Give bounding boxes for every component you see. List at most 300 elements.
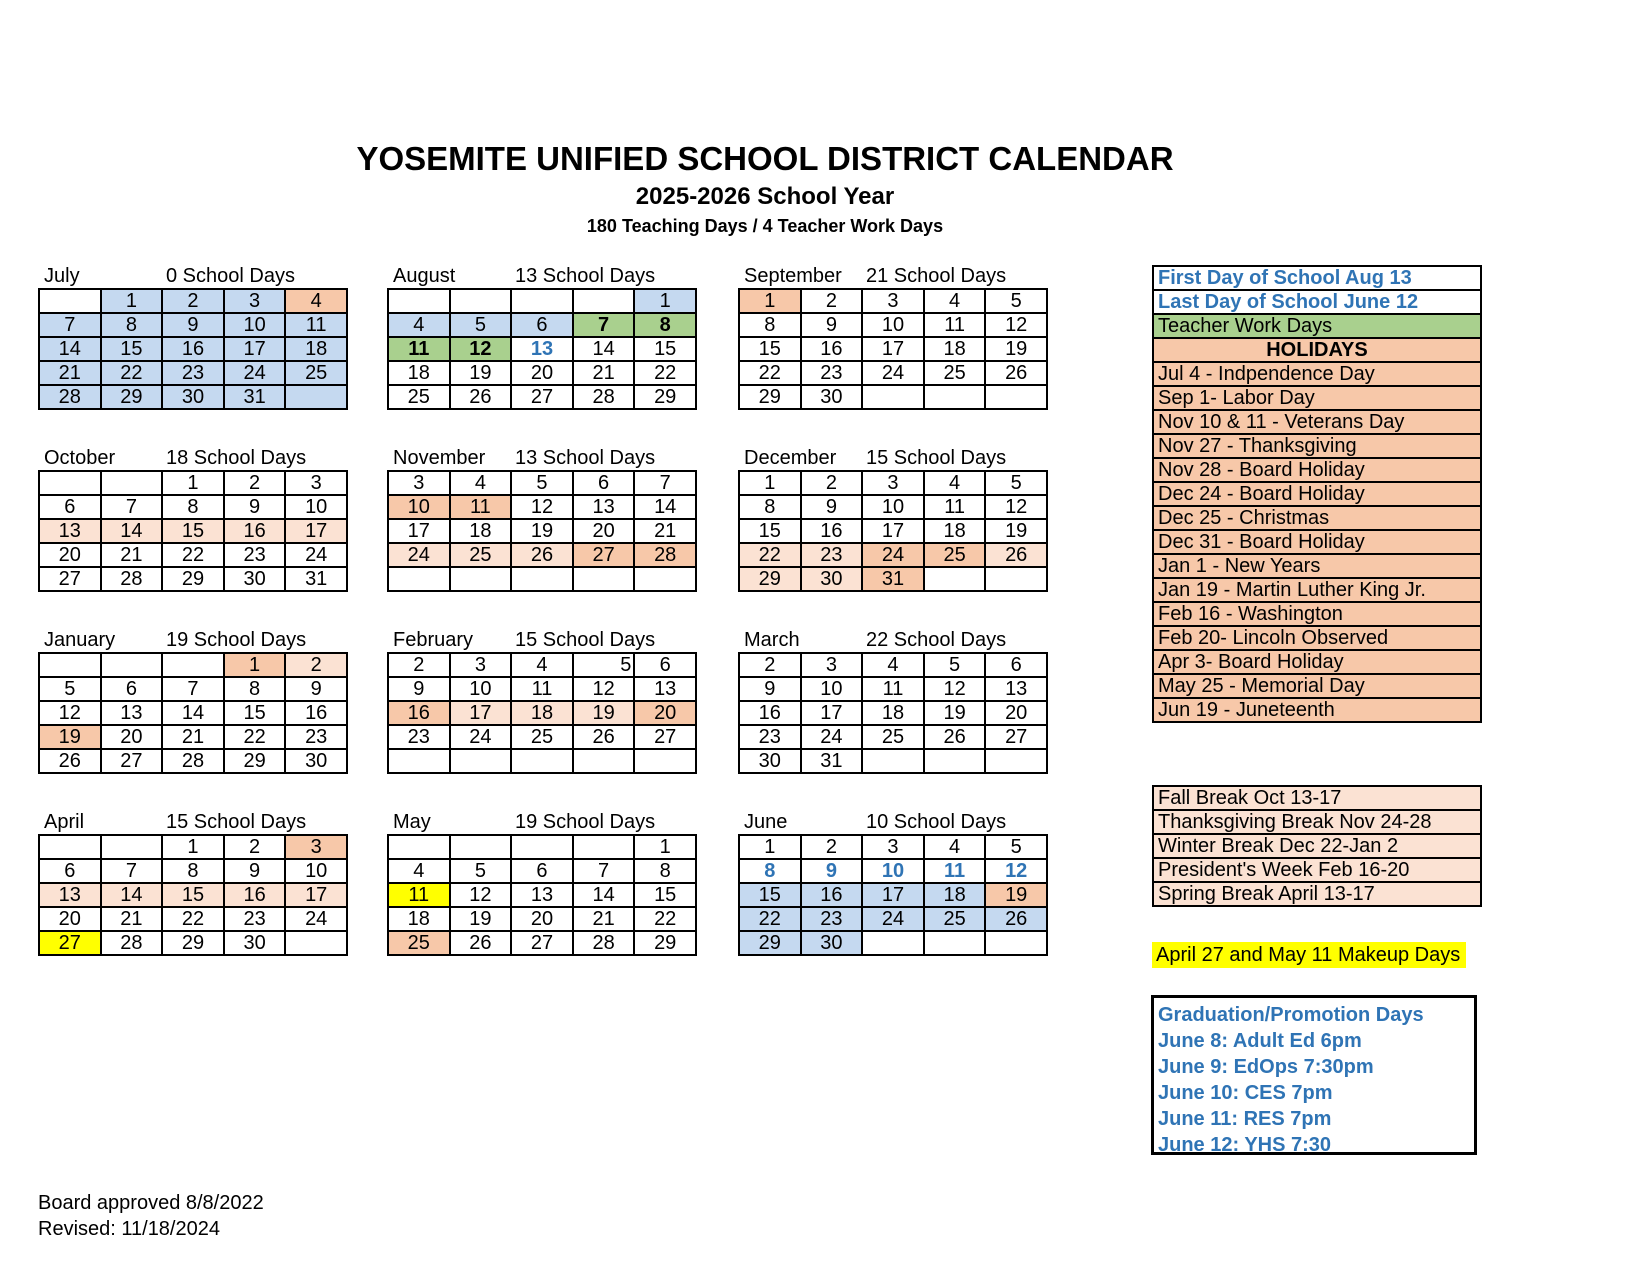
legend-item: Sep 1- Labor Day bbox=[1153, 386, 1481, 410]
day-cell: 6 bbox=[39, 495, 101, 519]
day-cell: 18 bbox=[924, 883, 986, 907]
month-header bbox=[738, 808, 1048, 834]
month-table bbox=[738, 834, 1048, 956]
month-september bbox=[738, 262, 1048, 410]
day-cell: 27 bbox=[573, 543, 635, 567]
day-cell: 7 bbox=[101, 859, 163, 883]
day-cell: 23 bbox=[162, 361, 224, 385]
day-cell: 14 bbox=[39, 337, 101, 361]
day-cell: 9 bbox=[801, 859, 863, 883]
day-cell: 20 bbox=[511, 361, 573, 385]
day-cell: 18 bbox=[285, 337, 347, 361]
week-row bbox=[739, 385, 1047, 409]
month-table bbox=[38, 288, 348, 410]
week-row bbox=[388, 749, 696, 773]
day-cell: 11 bbox=[924, 313, 986, 337]
month-table bbox=[38, 470, 348, 592]
month-header bbox=[38, 444, 348, 470]
day-cell: 23 bbox=[388, 725, 450, 749]
day-cell: 10 bbox=[862, 495, 924, 519]
day-cell: 28 bbox=[573, 931, 635, 955]
day-cell: 3 bbox=[285, 835, 347, 859]
month-school-days: 13 School Days bbox=[515, 265, 656, 287]
day-cell: 28 bbox=[162, 749, 224, 773]
graduation-item: June 12: YHS 7:30 bbox=[1158, 1134, 1332, 1156]
day-cell: 3 bbox=[862, 471, 924, 495]
day-cell: 21 bbox=[39, 361, 101, 385]
week-row bbox=[39, 519, 347, 543]
week-row bbox=[739, 543, 1047, 567]
day-cell: 13 bbox=[634, 677, 696, 701]
day-cell: 8 bbox=[101, 313, 163, 337]
month-june bbox=[738, 808, 1048, 956]
month-name: September bbox=[744, 265, 842, 287]
day-cell: 12 bbox=[924, 677, 986, 701]
week-row bbox=[739, 361, 1047, 385]
day-cell: 2 bbox=[801, 289, 863, 313]
day-cell: 3 bbox=[862, 835, 924, 859]
week-row bbox=[388, 361, 696, 385]
legend-breaks bbox=[1152, 785, 1482, 907]
day-cell: 27 bbox=[39, 567, 101, 591]
month-school-days: 13 School Days bbox=[515, 447, 656, 469]
month-february bbox=[387, 626, 697, 774]
day-cell: 18 bbox=[450, 519, 512, 543]
week-row bbox=[739, 495, 1047, 519]
day-cell: 4 bbox=[388, 859, 450, 883]
legend-item: Jan 19 - Martin Luther King Jr. bbox=[1153, 578, 1481, 602]
day-cell: 5 bbox=[39, 677, 101, 701]
month-header bbox=[38, 262, 348, 288]
day-cell: 1 bbox=[162, 835, 224, 859]
month-header bbox=[38, 626, 348, 652]
day-cell: 17 bbox=[224, 337, 286, 361]
day-cell: 13 bbox=[511, 337, 573, 361]
month-table bbox=[738, 470, 1048, 592]
legend-item: Apr 3- Board Holiday bbox=[1153, 650, 1481, 674]
day-cell: 21 bbox=[573, 907, 635, 931]
day-cell: 21 bbox=[162, 725, 224, 749]
day-cell: 25 bbox=[862, 725, 924, 749]
day-cell: 20 bbox=[39, 907, 101, 931]
day-cell: 20 bbox=[573, 519, 635, 543]
day-cell bbox=[39, 835, 101, 859]
page-title: YOSEMITE UNIFIED SCHOOL DISTRICT CALENDAR bbox=[356, 140, 1174, 177]
day-cell: 5 bbox=[511, 471, 573, 495]
break-item: Winter Break Dec 22-Jan 2 bbox=[1153, 834, 1481, 858]
week-row bbox=[39, 931, 347, 955]
day-cell: 27 bbox=[511, 385, 573, 409]
day-cell: 8 bbox=[162, 859, 224, 883]
week-row bbox=[39, 385, 347, 409]
day-cell bbox=[573, 289, 635, 313]
day-cell: 15 bbox=[739, 519, 801, 543]
day-cell: 6 bbox=[573, 471, 635, 495]
day-cell: 17 bbox=[862, 337, 924, 361]
day-cell: 10 bbox=[801, 677, 863, 701]
week-row bbox=[39, 361, 347, 385]
day-cell: 15 bbox=[739, 337, 801, 361]
month-header bbox=[738, 626, 1048, 652]
day-cell: 24 bbox=[862, 543, 924, 567]
week-row bbox=[39, 907, 347, 931]
day-cell: 15 bbox=[162, 883, 224, 907]
week-row bbox=[39, 495, 347, 519]
legend-item: First Day of School Aug 13 bbox=[1153, 266, 1481, 290]
day-cell: 1 bbox=[739, 835, 801, 859]
week-row bbox=[39, 859, 347, 883]
week-row bbox=[39, 471, 347, 495]
day-cell: 8 bbox=[634, 313, 696, 337]
day-cell bbox=[388, 289, 450, 313]
day-cell bbox=[511, 749, 573, 773]
legend-item: Jul 4 - Indpendence Day bbox=[1153, 362, 1481, 386]
day-cell bbox=[101, 471, 163, 495]
day-cell bbox=[862, 749, 924, 773]
day-cell: 27 bbox=[511, 931, 573, 955]
day-cell: 11 bbox=[862, 677, 924, 701]
day-cell bbox=[101, 835, 163, 859]
day-cell: 22 bbox=[739, 907, 801, 931]
legend-item: Feb 20- Lincoln Observed bbox=[1153, 626, 1481, 650]
day-cell bbox=[634, 749, 696, 773]
day-cell: 23 bbox=[739, 725, 801, 749]
day-cell: 7 bbox=[39, 313, 101, 337]
graduation-item: June 8: Adult Ed 6pm bbox=[1158, 1030, 1362, 1052]
week-row bbox=[739, 859, 1047, 883]
day-cell: 8 bbox=[224, 677, 286, 701]
week-row bbox=[388, 907, 696, 931]
day-cell: 31 bbox=[801, 749, 863, 773]
day-cell: 12 bbox=[450, 337, 512, 361]
day-cell: 3 bbox=[450, 653, 512, 677]
page-subtitle: 2025-2026 School Year bbox=[635, 183, 895, 210]
day-cell: 21 bbox=[101, 907, 163, 931]
day-cell: 4 bbox=[924, 835, 986, 859]
day-cell: 15 bbox=[162, 519, 224, 543]
month-table bbox=[38, 652, 348, 774]
day-cell: 6 bbox=[511, 859, 573, 883]
day-cell: 13 bbox=[511, 883, 573, 907]
day-cell: 16 bbox=[801, 519, 863, 543]
day-cell: 13 bbox=[985, 677, 1047, 701]
day-cell: 20 bbox=[101, 725, 163, 749]
day-cell: 4 bbox=[285, 289, 347, 313]
day-cell: 3 bbox=[224, 289, 286, 313]
day-cell: 17 bbox=[388, 519, 450, 543]
day-cell bbox=[573, 749, 635, 773]
week-row bbox=[739, 567, 1047, 591]
day-cell: 14 bbox=[634, 495, 696, 519]
day-cell: 26 bbox=[573, 725, 635, 749]
month-header bbox=[387, 808, 697, 834]
day-cell: 26 bbox=[985, 907, 1047, 931]
day-cell: 19 bbox=[511, 519, 573, 543]
week-row bbox=[388, 859, 696, 883]
month-school-days: 19 School Days bbox=[166, 629, 307, 651]
day-cell: 7 bbox=[101, 495, 163, 519]
day-cell: 22 bbox=[224, 725, 286, 749]
day-cell: 6 bbox=[634, 653, 696, 677]
week-row bbox=[388, 337, 696, 361]
month-name: December bbox=[744, 447, 837, 469]
day-cell bbox=[450, 567, 512, 591]
day-cell: 2 bbox=[162, 289, 224, 313]
day-cell: 19 bbox=[450, 907, 512, 931]
month-table bbox=[738, 288, 1048, 410]
day-cell: 22 bbox=[634, 907, 696, 931]
month-table bbox=[387, 288, 697, 410]
day-cell: 18 bbox=[924, 337, 986, 361]
month-january bbox=[38, 626, 348, 774]
day-cell: 18 bbox=[511, 701, 573, 725]
day-cell: 16 bbox=[162, 337, 224, 361]
day-cell: 18 bbox=[388, 907, 450, 931]
day-cell bbox=[450, 835, 512, 859]
week-row bbox=[39, 725, 347, 749]
day-cell bbox=[985, 749, 1047, 773]
day-cell: 22 bbox=[634, 361, 696, 385]
day-cell: 20 bbox=[634, 701, 696, 725]
day-cell bbox=[985, 385, 1047, 409]
day-cell: 29 bbox=[739, 567, 801, 591]
day-cell bbox=[39, 471, 101, 495]
day-cell: 14 bbox=[101, 519, 163, 543]
week-row bbox=[388, 653, 696, 677]
legend-item: Teacher Work Days bbox=[1153, 314, 1481, 338]
day-cell bbox=[450, 289, 512, 313]
day-cell: 24 bbox=[285, 543, 347, 567]
day-cell: 22 bbox=[162, 543, 224, 567]
makeup-days-note: April 27 and May 11 Makeup Days bbox=[1152, 942, 1466, 968]
day-cell: 31 bbox=[285, 567, 347, 591]
day-cell: 22 bbox=[739, 361, 801, 385]
week-row bbox=[739, 907, 1047, 931]
day-cell: 15 bbox=[101, 337, 163, 361]
week-row bbox=[39, 701, 347, 725]
week-row bbox=[388, 931, 696, 955]
day-cell: 25 bbox=[450, 543, 512, 567]
day-cell: 1 bbox=[162, 471, 224, 495]
day-cell: 17 bbox=[862, 519, 924, 543]
day-cell: 8 bbox=[739, 859, 801, 883]
day-cell: 29 bbox=[162, 931, 224, 955]
day-cell: 25 bbox=[388, 931, 450, 955]
day-cell bbox=[634, 567, 696, 591]
day-cell: 5 bbox=[985, 835, 1047, 859]
day-cell: 14 bbox=[573, 337, 635, 361]
month-november bbox=[387, 444, 697, 592]
day-cell: 3 bbox=[285, 471, 347, 495]
legend-item: HOLIDAYS bbox=[1153, 338, 1481, 362]
day-cell: 13 bbox=[39, 519, 101, 543]
day-cell: 13 bbox=[101, 701, 163, 725]
day-cell: 11 bbox=[388, 883, 450, 907]
week-row bbox=[739, 749, 1047, 773]
day-cell: 5 bbox=[450, 859, 512, 883]
day-cell: 26 bbox=[985, 361, 1047, 385]
month-name: June bbox=[744, 811, 788, 833]
day-cell: 9 bbox=[224, 495, 286, 519]
day-cell: 13 bbox=[573, 495, 635, 519]
day-cell: 21 bbox=[101, 543, 163, 567]
graduation-item: June 9: EdOps 7:30pm bbox=[1158, 1056, 1374, 1078]
day-cell: 26 bbox=[924, 725, 986, 749]
month-table bbox=[738, 652, 1048, 774]
day-cell: 15 bbox=[634, 337, 696, 361]
day-cell: 17 bbox=[450, 701, 512, 725]
week-row bbox=[388, 567, 696, 591]
graduation-title: Graduation/Promotion Days bbox=[1158, 1004, 1424, 1026]
day-cell: 24 bbox=[450, 725, 512, 749]
week-row bbox=[739, 725, 1047, 749]
day-cell: 25 bbox=[388, 385, 450, 409]
legend-key bbox=[1152, 265, 1482, 723]
day-cell: 5 bbox=[450, 313, 512, 337]
day-cell bbox=[573, 835, 635, 859]
week-row bbox=[39, 653, 347, 677]
day-cell: 19 bbox=[39, 725, 101, 749]
month-name: April bbox=[44, 811, 85, 833]
day-cell bbox=[985, 567, 1047, 591]
month-name: October bbox=[44, 447, 116, 469]
month-name: January bbox=[44, 629, 116, 651]
day-cell: 9 bbox=[285, 677, 347, 701]
day-cell: 9 bbox=[801, 495, 863, 519]
week-row bbox=[39, 883, 347, 907]
day-cell: 25 bbox=[285, 361, 347, 385]
day-cell: 19 bbox=[450, 361, 512, 385]
day-cell: 28 bbox=[101, 931, 163, 955]
day-cell bbox=[511, 835, 573, 859]
day-cell: 6 bbox=[101, 677, 163, 701]
month-table bbox=[38, 834, 348, 956]
day-cell: 25 bbox=[924, 907, 986, 931]
day-cell: 28 bbox=[634, 543, 696, 567]
legend-item: Dec 25 - Christmas bbox=[1153, 506, 1481, 530]
day-cell bbox=[573, 567, 635, 591]
week-row bbox=[739, 835, 1047, 859]
day-cell: 20 bbox=[39, 543, 101, 567]
day-cell: 2 bbox=[224, 471, 286, 495]
day-cell: 2 bbox=[801, 471, 863, 495]
day-cell: 26 bbox=[511, 543, 573, 567]
day-cell: 15 bbox=[634, 883, 696, 907]
day-cell: 18 bbox=[862, 701, 924, 725]
day-cell bbox=[924, 749, 986, 773]
day-cell: 26 bbox=[450, 931, 512, 955]
day-cell: 17 bbox=[285, 519, 347, 543]
month-school-days: 22 School Days bbox=[866, 629, 1007, 651]
day-cell: 16 bbox=[388, 701, 450, 725]
week-row bbox=[739, 337, 1047, 361]
day-cell: 2 bbox=[388, 653, 450, 677]
day-cell: 20 bbox=[985, 701, 1047, 725]
day-cell: 5 bbox=[985, 289, 1047, 313]
day-cell bbox=[862, 931, 924, 955]
month-school-days: 21 School Days bbox=[866, 265, 1007, 287]
day-cell: 5 bbox=[924, 653, 986, 677]
week-row bbox=[739, 883, 1047, 907]
day-cell: 29 bbox=[162, 567, 224, 591]
day-cell: 30 bbox=[739, 749, 801, 773]
day-cell: 30 bbox=[162, 385, 224, 409]
month-school-days: 15 School Days bbox=[515, 629, 656, 651]
day-cell: 17 bbox=[801, 701, 863, 725]
graduation-box bbox=[1151, 995, 1477, 1155]
month-school-days: 19 School Days bbox=[515, 811, 656, 833]
day-cell: 11 bbox=[285, 313, 347, 337]
legend-item: Last Day of School June 12 bbox=[1153, 290, 1481, 314]
day-cell: 26 bbox=[39, 749, 101, 773]
day-cell bbox=[450, 749, 512, 773]
day-cell: 24 bbox=[862, 361, 924, 385]
day-cell: 26 bbox=[985, 543, 1047, 567]
day-cell: 16 bbox=[224, 883, 286, 907]
week-row bbox=[388, 701, 696, 725]
day-cell bbox=[388, 835, 450, 859]
week-row bbox=[388, 289, 696, 313]
day-cell: 6 bbox=[511, 313, 573, 337]
day-cell: 11 bbox=[511, 677, 573, 701]
day-cell: 7 bbox=[634, 471, 696, 495]
day-cell: 30 bbox=[801, 385, 863, 409]
day-cell: 10 bbox=[285, 495, 347, 519]
day-cell: 9 bbox=[224, 859, 286, 883]
day-cell: 22 bbox=[739, 543, 801, 567]
legend-item: Nov 28 - Board Holiday bbox=[1153, 458, 1481, 482]
day-cell: 16 bbox=[801, 883, 863, 907]
week-row bbox=[39, 749, 347, 773]
day-cell: 22 bbox=[162, 907, 224, 931]
month-august bbox=[387, 262, 697, 410]
day-cell: 12 bbox=[985, 495, 1047, 519]
day-cell: 10 bbox=[224, 313, 286, 337]
day-cell: 18 bbox=[388, 361, 450, 385]
day-cell: 24 bbox=[388, 543, 450, 567]
day-cell: 2 bbox=[739, 653, 801, 677]
day-cell: 17 bbox=[285, 883, 347, 907]
month-header bbox=[38, 808, 348, 834]
day-cell bbox=[285, 931, 347, 955]
day-cell: 4 bbox=[388, 313, 450, 337]
graduation-item: June 11: RES 7pm bbox=[1158, 1108, 1332, 1130]
day-cell: 21 bbox=[573, 361, 635, 385]
week-row bbox=[388, 677, 696, 701]
week-row bbox=[388, 471, 696, 495]
legend-item: May 25 - Memorial Day bbox=[1153, 674, 1481, 698]
month-header bbox=[387, 626, 697, 652]
day-cell: 3 bbox=[801, 653, 863, 677]
revised-note: Revised: 11/18/2024 bbox=[38, 1218, 220, 1240]
day-cell: 11 bbox=[924, 495, 986, 519]
month-school-days: 15 School Days bbox=[166, 811, 307, 833]
day-cell: 19 bbox=[985, 337, 1047, 361]
day-cell: 24 bbox=[862, 907, 924, 931]
day-cell: 10 bbox=[285, 859, 347, 883]
week-row bbox=[39, 337, 347, 361]
legend-item: Feb 16 - Washington bbox=[1153, 602, 1481, 626]
day-cell: 30 bbox=[801, 931, 863, 955]
month-name: November bbox=[393, 447, 486, 469]
day-cell: 16 bbox=[224, 519, 286, 543]
day-cell: 6 bbox=[985, 653, 1047, 677]
month-name: February bbox=[393, 629, 474, 651]
day-cell: 25 bbox=[511, 725, 573, 749]
day-cell: 5 bbox=[573, 653, 635, 677]
month-table bbox=[387, 470, 697, 592]
day-cell: 11 bbox=[924, 859, 986, 883]
